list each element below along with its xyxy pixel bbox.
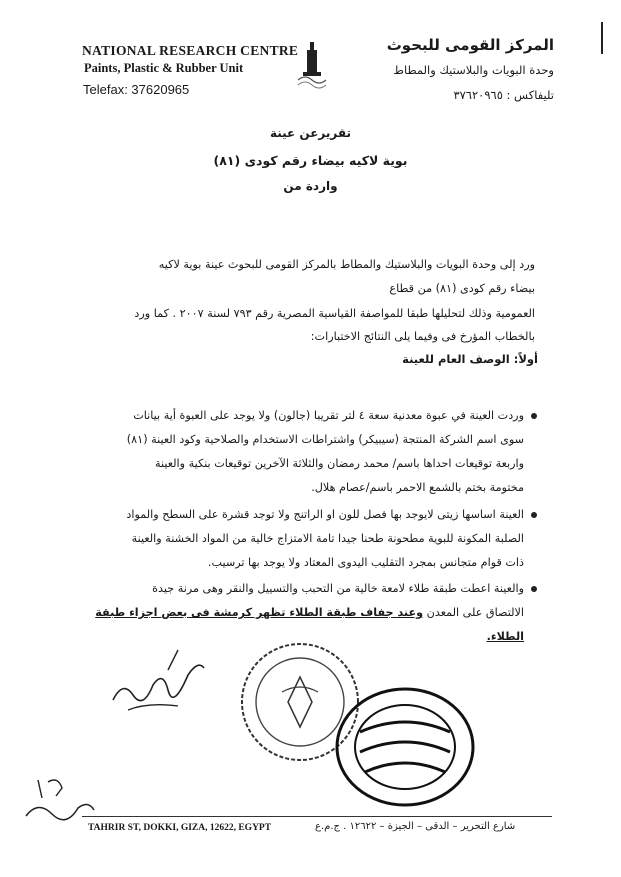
bullet-2-line-2: الصلبة المكونة للبوية مطحونة طحنا جيدا تامة الامتزاج خالية من المواد الخشنة والعينة [131,532,524,545]
bullet-3-line-1: والعينة اعطت طبقة طلاء لامعة خالية من التحبب والتسييل والنقر وهى مرنة جيدة [53,577,537,601]
report-title: تقريرعن عينة [269,126,352,140]
footer-divider [82,816,552,817]
bullet-2 [53,503,537,575]
bullet-icon [531,512,537,518]
bullet-1-line-3: واربعة توقيعات احداها باسم/ محمد رمضان والثلاثة الآخرين توقيعات بنكية والعينة [155,457,524,470]
sample-name: بوية لاكيه بيضاء رقم كودى (٨١) [213,153,408,168]
telefax-ar: تليفاكس : ٣٧٦٢٠٩٦٥ [453,88,554,102]
bullet-1-line-4: مختومة بختم بالشمع الاحمر باسم/عصام هلال. [311,481,524,494]
handwritten-date-mark [18,770,98,830]
margin-mark [601,22,603,54]
org-name-ar: المركز القومى للبحوث [386,36,554,54]
intro-line-4: بالخطاب المؤرخ فى وفيما يلى النتائج الاختبارات: [310,330,535,343]
bullet-icon [531,586,537,592]
bullet-3-line-2: الالتصاق على المعدن وعند جفاف طبقة الطلاء تظهر كرمشة فى بعض اجزاء طبقة [95,606,524,619]
unit-name-ar: وحدة البويات والبلاستيك والمطاط [393,63,554,77]
footer-address-en: TAHRIR ST, DOKKI, GIZA, 12622, EGYPT [88,823,272,833]
footer-address-ar: شارع التحرير – الدقى – الجيزة – ١٢٦٢٢ . ج.م.ع [315,821,516,832]
wrinkle-finding: وعند جفاف طبقة الطلاء تظهر كرمشة فى بعض اجزاء طبقة [95,606,424,619]
intro-line-3: العمومية وذلك لتحليلها طبقا للمواصفة القياسية المصرية رقم ٧٩٣ لسنة ٢٠٠٧ . كما ورد [134,307,535,320]
org-name-en: NATIONAL RESEARCH CENTRE [82,43,299,58]
nrc-logo-icon [295,40,329,90]
unit-name-en: Paints, Plastic & Rubber Unit [84,61,244,75]
bullet-2-line-1: العينة اساسها زيتى لايوجد بها فصل للون او الراتنج ولا توجد قشرة على السطح والمواد [53,503,537,527]
bullet-1-line-1: وردت العينة في عبوة معدنية سعة ٤ لتر تقريبا (جالون) ولا يوجد على العبوة أية بيانات [53,404,537,428]
bullet-3-line-3: الطلاء. [486,630,524,643]
bullet-1-line-2: سوى اسم الشركة المنتجة (سيبيكر) واشتراطات الاستخدام والصلاحية وكود العينة (٨١) [126,433,524,446]
intro-line-1: ورد إلى وحدة البويات والبلاستيك والمطاط بالمركز القومى للبحوث عينة بوية لاكيه [158,258,535,271]
official-stamps [200,632,520,822]
intro-line-2: بيضاء رقم كودى (٨١) من قطاع [389,282,535,295]
section-heading: أولاً: الوصف العام للعينة [402,352,538,366]
bullet-2-line-3: ذات قوام متجانس بمجرد التقليب اليدوى المعتاد ولا يوجد بها ترسيب. [207,556,524,569]
sample-source: واردة من [283,179,338,193]
telefax-en: Telefax: 37620965 [83,82,190,97]
signature-mark [108,640,208,720]
bullet-icon [531,413,537,419]
bullet-1 [53,404,537,500]
